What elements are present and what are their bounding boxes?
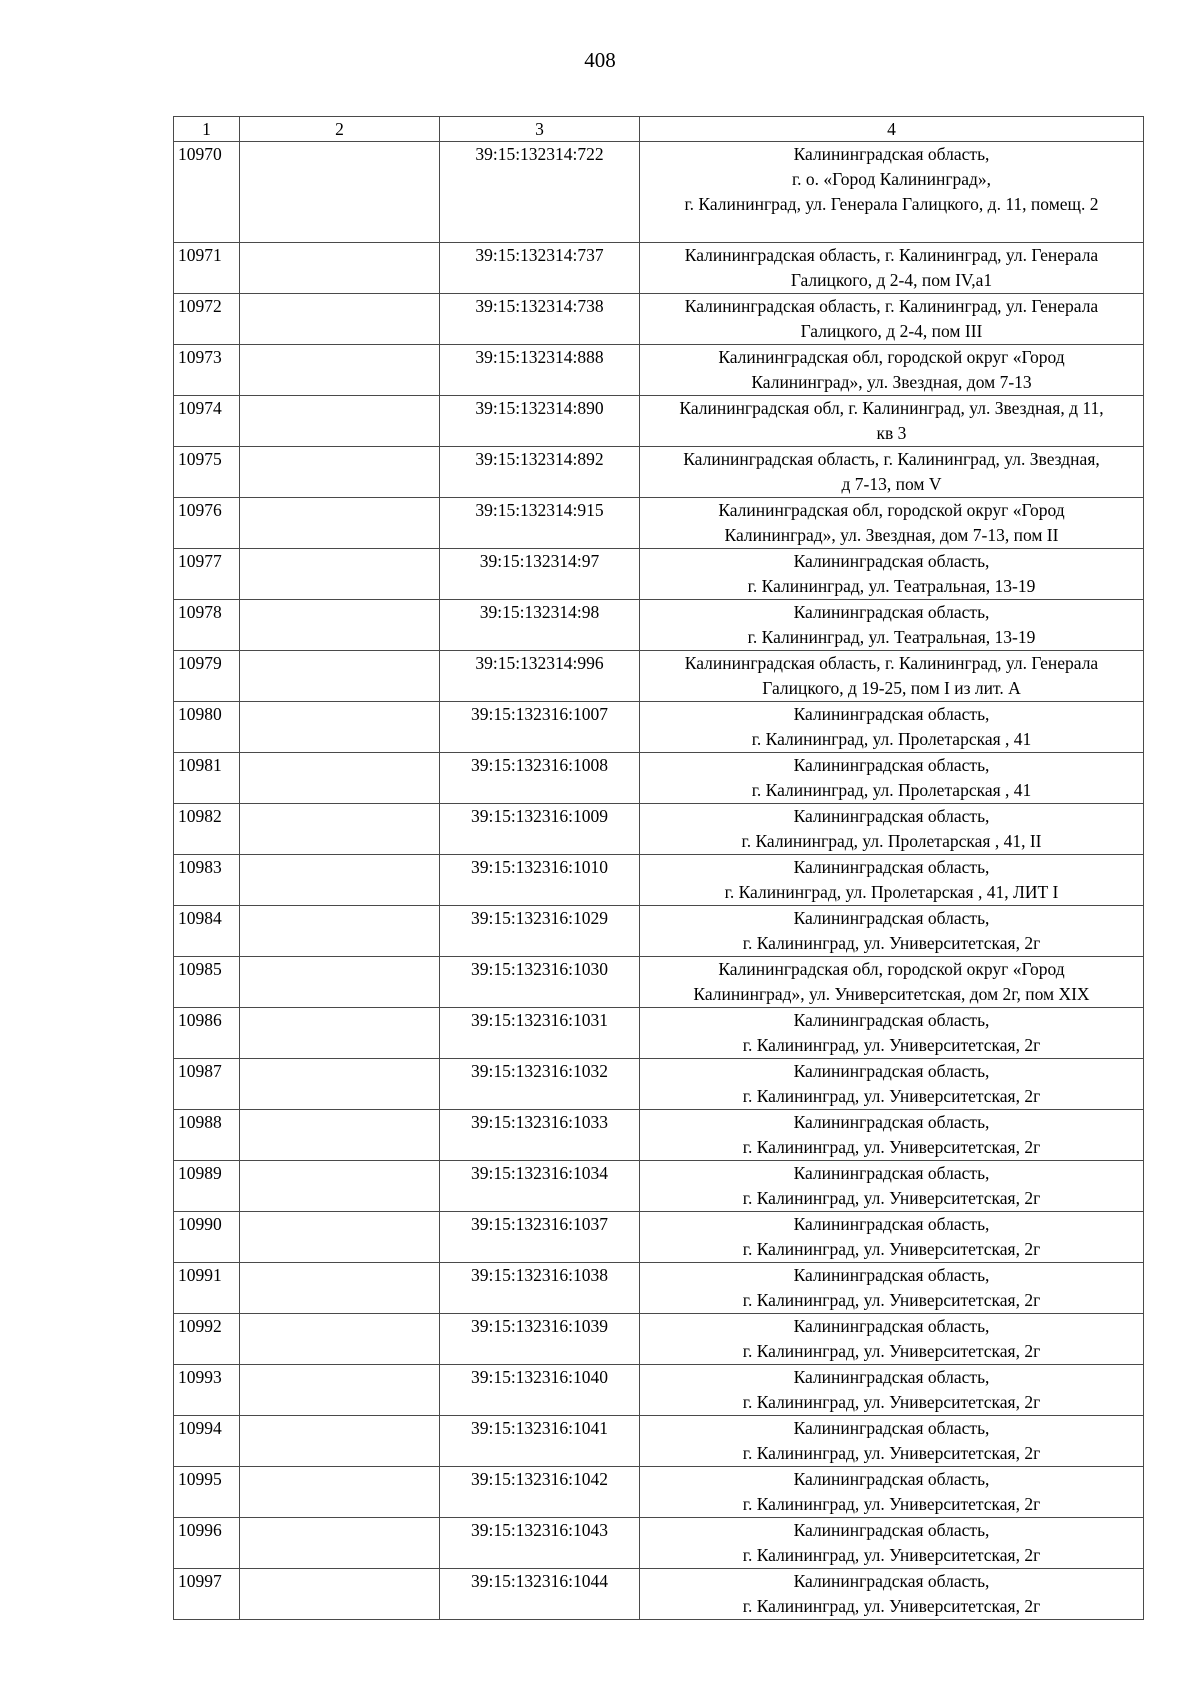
table-row	[174, 142, 1144, 243]
cadastral-number-cell: 39:15:132314:890	[440, 396, 640, 447]
table-row	[174, 294, 1144, 345]
table-row	[174, 1569, 1144, 1620]
address-cell	[640, 345, 1144, 396]
cadastral-number-cell: 39:15:132316:1037	[440, 1212, 640, 1263]
column-2-cell	[240, 804, 440, 855]
row-number-cell: 10991	[174, 1263, 240, 1314]
address-cell	[640, 498, 1144, 549]
address-line: г. Калининград, ул. Университетская, 2г	[742, 1035, 1041, 1055]
address-line: Калининградская обл, городской округ «Город	[718, 959, 1065, 979]
address-line: Калининградская обл, городской округ «Город	[718, 347, 1065, 367]
cadastral-number-cell: 39:15:132316:1007	[440, 702, 640, 753]
address-cell	[640, 855, 1144, 906]
address-line: г. Калининград, ул. Пролетарская , 41	[751, 780, 1032, 800]
address-cell	[640, 447, 1144, 498]
row-number-cell: 10993	[174, 1365, 240, 1416]
address-cell	[640, 243, 1144, 294]
row-number-cell: 10982	[174, 804, 240, 855]
cadastral-number-cell: 39:15:132316:1029	[440, 906, 640, 957]
column-2-cell	[240, 702, 440, 753]
column-2-cell	[240, 1416, 440, 1467]
table-row	[174, 1212, 1144, 1263]
address-line: г. Калининград, ул. Университетская, 2г	[742, 1494, 1041, 1514]
column-2-cell	[240, 142, 440, 243]
table-row	[174, 600, 1144, 651]
column-2-cell	[240, 396, 440, 447]
address-line: Галицкого, д 2-4, пом III	[800, 321, 983, 341]
row-number-cell: 10990	[174, 1212, 240, 1263]
address-cell	[640, 600, 1144, 651]
table-row	[174, 702, 1144, 753]
address-cell	[640, 906, 1144, 957]
row-number-cell: 10997	[174, 1569, 240, 1620]
address-line: кв 3	[876, 423, 907, 443]
address-line: г. Калининград, ул. Университетская, 2г	[742, 1596, 1041, 1616]
column-2-cell	[240, 498, 440, 549]
cadastral-number-cell: 39:15:132314:722	[440, 142, 640, 243]
row-number-cell: 10970	[174, 142, 240, 243]
column-2-cell	[240, 294, 440, 345]
cadastral-number-cell: 39:15:132316:1044	[440, 1569, 640, 1620]
address-line: Калининградская область,	[793, 1520, 990, 1540]
address-line: Калининградская область,	[793, 857, 990, 877]
address-line: Калининградская область,	[793, 755, 990, 775]
address-line: г. Калининград, ул. Театральная, 13-19	[747, 627, 1036, 647]
column-2-cell	[240, 1365, 440, 1416]
cadastral-number-cell: 39:15:132316:1033	[440, 1110, 640, 1161]
address-cell	[640, 1314, 1144, 1365]
cadastral-number-cell: 39:15:132314:996	[440, 651, 640, 702]
column-2-cell	[240, 600, 440, 651]
address-cell	[640, 549, 1144, 600]
address-line: г. Калининград, ул. Пролетарская , 41, ЛИТ I	[724, 882, 1059, 902]
column-2-cell	[240, 243, 440, 294]
address-line: г. Калининград, ул. Театральная, 13-19	[747, 576, 1036, 596]
address-line: г. Калининград, ул. Генерала Галицкого, д. 11, помещ. 2	[684, 194, 1099, 214]
address-cell	[640, 702, 1144, 753]
column-2-cell	[240, 1263, 440, 1314]
row-number-cell: 10996	[174, 1518, 240, 1569]
table-row	[174, 1059, 1144, 1110]
address-line: Калининград», ул. Звездная, дом 7-13, пом II	[724, 525, 1059, 545]
column-2-cell	[240, 1467, 440, 1518]
address-line: Калининград», ул. Университетская, дом 2г, пом XIX	[693, 984, 1090, 1004]
table-row	[174, 906, 1144, 957]
cadastral-number-cell: 39:15:132316:1038	[440, 1263, 640, 1314]
cadastral-number-cell: 39:15:132316:1008	[440, 753, 640, 804]
column-2-cell	[240, 1161, 440, 1212]
address-cell	[640, 294, 1144, 345]
column-2-cell	[240, 549, 440, 600]
cadastral-number-cell: 39:15:132314:738	[440, 294, 640, 345]
column-2-cell	[240, 855, 440, 906]
address-cell	[640, 651, 1144, 702]
address-line: г. Калининград, ул. Университетская, 2г	[742, 1443, 1041, 1463]
table-row	[174, 1416, 1144, 1467]
address-line: Калининградская область,	[793, 1418, 990, 1438]
table-header-row	[174, 117, 1144, 142]
table-row	[174, 1365, 1144, 1416]
address-line: г. Калининград, ул. Университетская, 2г	[742, 1545, 1041, 1565]
row-number-cell: 10994	[174, 1416, 240, 1467]
address-cell	[640, 1161, 1144, 1212]
table-row	[174, 804, 1144, 855]
column-2-cell	[240, 345, 440, 396]
address-line: Калининградская область, г. Калининград, ул. Генерала	[684, 245, 1099, 265]
address-line: Калининградская область,	[793, 1061, 990, 1081]
address-cell	[640, 804, 1144, 855]
address-line: Калининградская область,	[793, 144, 990, 164]
column-2-cell	[240, 1569, 440, 1620]
cadastral-number-cell: 39:15:132316:1031	[440, 1008, 640, 1059]
address-line: г. Калининград, ул. Университетская, 2г	[742, 1137, 1041, 1157]
address-line: Калининградская обл, г. Калининград, ул. Звездная, д 11,	[679, 398, 1104, 418]
address-line: Калининградская область,	[793, 1367, 990, 1387]
address-line: Калининградская область,	[793, 1265, 990, 1285]
page-number: 408	[584, 48, 616, 72]
address-line: Калининградская область,	[793, 1469, 990, 1489]
address-line: Калининградская область,	[793, 1571, 990, 1591]
address-line: д 7-13, пом V	[841, 474, 942, 494]
table-row	[174, 1314, 1144, 1365]
row-number-cell: 10972	[174, 294, 240, 345]
row-number-cell: 10987	[174, 1059, 240, 1110]
address-cell	[640, 1110, 1144, 1161]
address-line: Калининградская область,	[793, 1163, 990, 1183]
row-number-cell: 10974	[174, 396, 240, 447]
row-number-cell: 10992	[174, 1314, 240, 1365]
address-line: Калининградская область,	[793, 806, 990, 826]
column-2-cell	[240, 753, 440, 804]
column-2-cell	[240, 651, 440, 702]
cadastral-number-cell: 39:15:132316:1010	[440, 855, 640, 906]
table-row	[174, 498, 1144, 549]
table-row	[174, 651, 1144, 702]
table-row	[174, 753, 1144, 804]
table-row	[174, 243, 1144, 294]
cadastral-number-cell: 39:15:132316:1030	[440, 957, 640, 1008]
column-2-cell	[240, 1518, 440, 1569]
header-cell-3: 3	[440, 117, 640, 142]
address-cell	[640, 1212, 1144, 1263]
cadastral-number-cell: 39:15:132314:892	[440, 447, 640, 498]
column-2-cell	[240, 957, 440, 1008]
address-cell	[640, 1263, 1144, 1314]
address-line: Калининградская область,	[793, 1010, 990, 1030]
cadastral-number-cell: 39:15:132316:1042	[440, 1467, 640, 1518]
address-line: Калининград», ул. Звездная, дом 7-13	[751, 372, 1032, 392]
table-row	[174, 345, 1144, 396]
registry-table	[173, 116, 1144, 1620]
address-cell	[640, 1365, 1144, 1416]
column-2-cell	[240, 1212, 440, 1263]
table-row	[174, 447, 1144, 498]
header-cell-1: 1	[174, 117, 240, 142]
column-2-cell	[240, 1059, 440, 1110]
column-2-cell	[240, 906, 440, 957]
row-number-cell: 10973	[174, 345, 240, 396]
address-line: г. Калининград, ул. Университетская, 2г	[742, 1341, 1041, 1361]
cadastral-number-cell: 39:15:132314:737	[440, 243, 640, 294]
address-line: Калининградская область,	[793, 602, 990, 622]
row-number-cell: 10975	[174, 447, 240, 498]
address-line: Галицкого, д 19-25, пом I из лит. А	[762, 678, 1021, 698]
column-2-cell	[240, 1110, 440, 1161]
cadastral-number-cell: 39:15:132316:1043	[440, 1518, 640, 1569]
address-cell	[640, 957, 1144, 1008]
cadastral-number-cell: 39:15:132314:888	[440, 345, 640, 396]
table-row	[174, 396, 1144, 447]
address-line: г. Калининград, ул. Университетская, 2г	[742, 933, 1041, 953]
column-2-cell	[240, 1314, 440, 1365]
cadastral-number-cell: 39:15:132314:915	[440, 498, 640, 549]
registry-table-body	[174, 117, 1144, 1620]
row-number-cell: 10977	[174, 549, 240, 600]
address-line: г. Калининград, ул. Университетская, 2г	[742, 1290, 1041, 1310]
row-number-cell: 10988	[174, 1110, 240, 1161]
address-line: Калининградская область,	[793, 704, 990, 724]
cadastral-number-cell: 39:15:132316:1034	[440, 1161, 640, 1212]
address-line: Калининградская область,	[793, 1316, 990, 1336]
address-line: Калининградская область,	[793, 1112, 990, 1132]
address-line: Калининградская область, г. Калининград, ул. Генерала	[684, 296, 1099, 316]
row-number-cell: 10989	[174, 1161, 240, 1212]
header-cell-4: 4	[640, 117, 1144, 142]
table-row	[174, 1008, 1144, 1059]
table-row	[174, 1161, 1144, 1212]
address-line: Калининградская область, г. Калининград, ул. Звездная,	[683, 449, 1100, 469]
address-line: Калининградская область,	[793, 551, 990, 571]
cadastral-number-cell: 39:15:132314:97	[440, 549, 640, 600]
column-2-cell	[240, 1008, 440, 1059]
address-line: г. о. «Город Калининград»,	[791, 169, 992, 189]
table-row	[174, 855, 1144, 906]
address-line: Калининградская область,	[793, 908, 990, 928]
address-line: г. Калининград, ул. Университетская, 2г	[742, 1086, 1041, 1106]
row-number-cell: 10978	[174, 600, 240, 651]
row-number-cell: 10971	[174, 243, 240, 294]
address-line: Калининградская область, г. Калининград, ул. Генерала	[684, 653, 1099, 673]
cadastral-number-cell: 39:15:132316:1039	[440, 1314, 640, 1365]
cadastral-number-cell: 39:15:132316:1041	[440, 1416, 640, 1467]
table-row	[174, 1110, 1144, 1161]
address-cell	[640, 1518, 1144, 1569]
address-line: г. Калининград, ул. Пролетарская , 41	[751, 729, 1032, 749]
address-line: г. Калининград, ул. Университетская, 2г	[742, 1188, 1041, 1208]
address-cell	[640, 753, 1144, 804]
address-cell	[640, 1416, 1144, 1467]
cadastral-number-cell: 39:15:132314:98	[440, 600, 640, 651]
row-number-cell: 10976	[174, 498, 240, 549]
row-number-cell: 10980	[174, 702, 240, 753]
address-line: Галицкого, д 2-4, пом IV,a1	[790, 270, 993, 290]
column-2-cell	[240, 447, 440, 498]
address-cell	[640, 396, 1144, 447]
address-cell	[640, 142, 1144, 243]
table-row	[174, 1518, 1144, 1569]
table-row	[174, 957, 1144, 1008]
table-row	[174, 1263, 1144, 1314]
row-number-cell: 10995	[174, 1467, 240, 1518]
address-line: г. Калининград, ул. Университетская, 2г	[742, 1392, 1041, 1412]
row-number-cell: 10981	[174, 753, 240, 804]
cadastral-number-cell: 39:15:132316:1009	[440, 804, 640, 855]
row-number-cell: 10986	[174, 1008, 240, 1059]
row-number-cell: 10985	[174, 957, 240, 1008]
row-number-cell: 10984	[174, 906, 240, 957]
address-cell	[640, 1059, 1144, 1110]
table-row	[174, 1467, 1144, 1518]
address-line: Калининградская область,	[793, 1214, 990, 1234]
address-cell	[640, 1008, 1144, 1059]
address-line: г. Калининград, ул. Университетская, 2г	[742, 1239, 1041, 1259]
address-line: Калининградская обл, городской округ «Город	[718, 500, 1065, 520]
address-cell	[640, 1467, 1144, 1518]
cadastral-number-cell: 39:15:132316:1032	[440, 1059, 640, 1110]
row-number-cell: 10983	[174, 855, 240, 906]
address-cell	[640, 1569, 1144, 1620]
header-cell-2: 2	[240, 117, 440, 142]
table-row	[174, 549, 1144, 600]
address-line: г. Калининград, ул. Пролетарская , 41, II	[741, 831, 1042, 851]
row-number-cell: 10979	[174, 651, 240, 702]
cadastral-number-cell: 39:15:132316:1040	[440, 1365, 640, 1416]
